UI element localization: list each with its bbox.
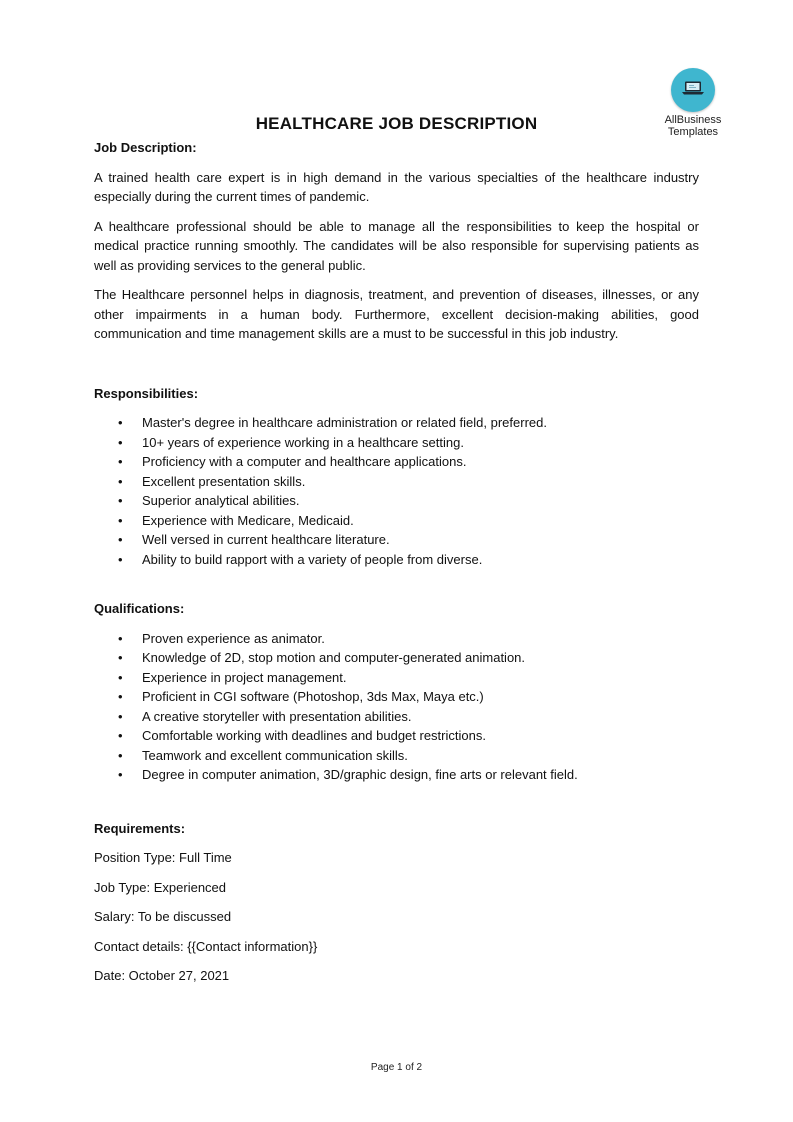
qualifications-list xyxy=(94,629,699,785)
list-item xyxy=(94,452,699,472)
logo-text-line2: Templates xyxy=(667,126,719,138)
list-item xyxy=(94,413,699,433)
list-item xyxy=(94,491,699,511)
list-item xyxy=(94,511,699,531)
bullet-icon: • xyxy=(118,689,123,704)
list-item-text: Proficient in CGI software (Photoshop, 3ds Max, Maya etc.) xyxy=(142,689,484,704)
laptop-icon xyxy=(682,81,704,95)
list-item-text: Well versed in current healthcare literature. xyxy=(142,532,390,547)
list-item xyxy=(94,472,699,492)
list-item xyxy=(94,687,699,707)
responsibilities-list xyxy=(94,413,699,569)
bullet-icon: • xyxy=(118,728,123,743)
list-item-text: Experience in project management. xyxy=(142,669,347,685)
job-description-heading: Job Description: xyxy=(94,140,197,155)
responsibilities-section xyxy=(94,384,699,570)
list-item xyxy=(94,433,699,453)
requirements-heading: Requirements: xyxy=(94,820,186,836)
list-item xyxy=(94,530,699,550)
bullet-icon: • xyxy=(118,650,123,665)
bullet-icon: • xyxy=(118,747,123,763)
list-item xyxy=(94,707,699,727)
job-description-paragraph: The Healthcare personnel helps in diagnosis, treatment, and prevention of diseases, illnesses, or any other impairments in a human body. Furthermore, excellent decision-making abilities, good communication and time management skills are a must to be successful in this job industry. xyxy=(94,287,699,341)
logo-text-line1: AllBusiness xyxy=(664,114,722,126)
list-item xyxy=(94,550,699,570)
list-item-text: Proven experience as animator. xyxy=(142,630,325,646)
requirements-section xyxy=(94,819,699,986)
bullet-icon: • xyxy=(118,669,123,685)
list-item xyxy=(94,726,699,746)
qualifications-section xyxy=(94,599,699,785)
bullet-icon: • xyxy=(118,473,123,489)
list-item-text: Master's degree in healthcare administration or related field, preferred. xyxy=(142,415,547,430)
list-item xyxy=(94,746,699,766)
bullet-icon: • xyxy=(118,493,123,508)
list-item-text: Excellent presentation skills. xyxy=(142,473,306,489)
list-item-text: Ability to build rapport with a variety of people from diverse. xyxy=(142,551,483,567)
bullet-icon: • xyxy=(118,512,123,528)
list-item xyxy=(94,668,699,688)
document-body xyxy=(94,138,699,986)
list-item-text: Comfortable working with deadlines and budget restrictions. xyxy=(142,728,486,743)
requirement-line: Date: October 27, 2021 xyxy=(94,968,230,983)
bullet-icon: • xyxy=(118,708,123,724)
bullet-icon: • xyxy=(118,532,123,547)
qualifications-heading: Qualifications: xyxy=(94,601,185,616)
bullet-icon: • xyxy=(118,551,123,567)
list-item-text: Degree in computer animation, 3D/graphic design, fine arts or relevant field. xyxy=(142,767,578,782)
requirement-line: Job Type: Experienced xyxy=(94,879,227,895)
list-item xyxy=(94,629,699,649)
document-title: HEALTHCARE JOB DESCRIPTION xyxy=(255,114,538,133)
bullet-icon: • xyxy=(118,415,123,430)
requirement-line: Position Type: Full Time xyxy=(94,850,232,865)
list-item-text: Proficiency with a computer and healthcare applications. xyxy=(142,454,467,469)
responsibilities-heading: Responsibilities: xyxy=(94,385,199,401)
list-item-text: Teamwork and excellent communication skills. xyxy=(142,747,408,763)
job-description-paragraph: A trained health care expert is in high demand in the various specialties of the healthcare industry especially during the current times of pandemic. xyxy=(94,169,699,204)
requirement-line: Contact details: {{Contact information}} xyxy=(94,938,318,954)
bullet-icon: • xyxy=(118,630,123,646)
logo-circle xyxy=(671,68,715,112)
list-item-text: 10+ years of experience working in a healthcare setting. xyxy=(142,434,464,450)
bullet-icon: • xyxy=(118,767,123,782)
list-item-text: Knowledge of 2D, stop motion and computer-generated animation. xyxy=(142,650,526,665)
list-item xyxy=(94,648,699,668)
list-item-text: A creative storyteller with presentation abilities. xyxy=(142,708,412,724)
bullet-icon: • xyxy=(118,434,123,450)
list-item xyxy=(94,765,699,785)
list-item-text: Superior analytical abilities. xyxy=(142,493,300,508)
job-description-section xyxy=(94,138,699,344)
bullet-icon: • xyxy=(118,454,123,469)
job-description-paragraph: A healthcare professional should be able to manage all the responsibilities to keep the hospital or medical practice running smoothly. The candidates will be also responsible for supervising patients as well as providing services to the general public. xyxy=(94,218,699,273)
list-item-text: Experience with Medicare, Medicaid. xyxy=(142,512,354,528)
page-number: Page 1 of 2 xyxy=(370,1062,423,1073)
requirement-line: Salary: To be discussed xyxy=(94,909,232,924)
